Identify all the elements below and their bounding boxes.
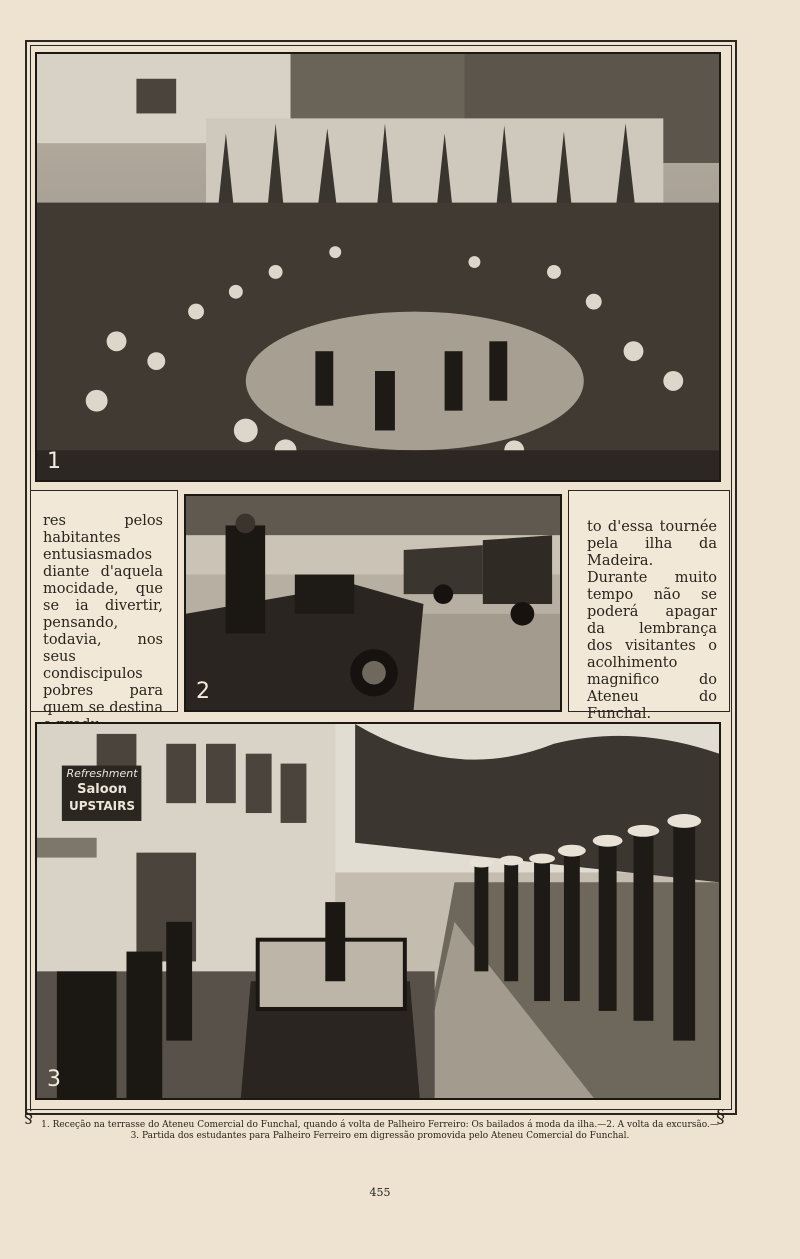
page-number: 455 xyxy=(369,1186,391,1199)
sign-line-3: UPSTAIRS xyxy=(68,799,136,813)
refreshment-sign xyxy=(62,766,142,822)
text-column-right xyxy=(568,490,730,722)
photo-number-3: 3 xyxy=(47,1067,61,1092)
text-column-left xyxy=(30,490,178,716)
text-left: res pelos habitantes entusiasmados diante d'aquela mocidade, que se ia divertir, pensando, todavia, nos seus condiscipulos pobres para quem se destina xyxy=(43,513,163,716)
text-right: to d'essa tournée pela ilha da Madeira. Durante muito tempo não se poderá apagar da lembrança dos visitantes o acolhimento magnifico do Ateneu do Funchal. xyxy=(587,519,717,722)
photo-2 xyxy=(184,494,562,712)
photo-number-1: 1 xyxy=(47,449,61,474)
sign-line-2: Saloon xyxy=(77,782,127,797)
photo-3 xyxy=(35,722,721,1100)
photo-number-2: 2 xyxy=(196,679,210,704)
figure-caption: 1. Receção na terrasse do Ateneu Comercial do Funchal, quando á volta de Palheiro Ferreiro: Os bailados á moda da ilha.—2. A volta da excursão.—3. Partida dos estudantes para Palheiro Ferreiro em digressão promovida pelo Ateneu Comercial do Funchal. xyxy=(41,1120,719,1141)
ornament-left: § xyxy=(24,1106,33,1127)
ornament-right: § xyxy=(716,1106,725,1127)
sign-line-1: Refreshment xyxy=(66,767,138,780)
photo-1 xyxy=(35,52,721,482)
